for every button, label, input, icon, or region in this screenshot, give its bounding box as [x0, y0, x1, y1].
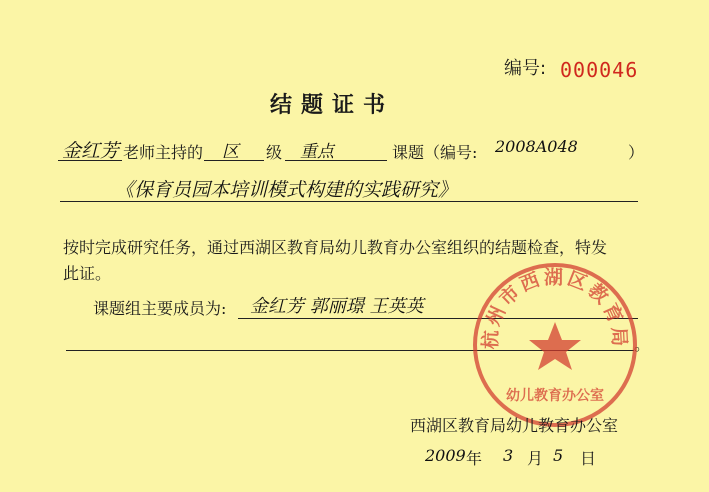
close-paren: ）	[628, 143, 645, 162]
category-value: 重点	[300, 142, 334, 162]
issuer: 西湖区教育局幼儿教育办公室	[410, 416, 619, 435]
seal-outer-text: 杭州市西湖区教育局	[479, 266, 631, 350]
date-month-label: 月	[527, 449, 544, 468]
serial-label: 编号:	[504, 58, 547, 79]
members-names: 金红芳 郭丽璟 王英英	[250, 296, 424, 317]
members-end-mark: 。	[634, 335, 651, 354]
date-month: 3	[503, 446, 514, 465]
date-day: 5	[553, 446, 564, 465]
statement-line-1: 按时完成研究任务，通过西湖区教育局幼儿教育办公室组织的结题检查，特发	[63, 238, 608, 257]
teacher-name: 金红芳	[62, 140, 120, 162]
members-label: 课题组主要成员为:	[93, 299, 227, 318]
official-seal	[470, 260, 640, 430]
topic-number: 2008A048	[495, 137, 578, 156]
level-underline	[204, 160, 264, 161]
certificate-title: 结题证书	[270, 93, 395, 118]
date-year: 2009	[425, 446, 466, 465]
statement-line-2: 此证。	[63, 264, 112, 283]
date-year-label: 年	[466, 449, 483, 468]
category-underline	[285, 160, 387, 161]
seal-inner-text: 幼儿教育办公室	[506, 388, 604, 404]
teacher-underline	[58, 160, 122, 161]
topic-number-label: 课题（编号:	[392, 143, 478, 162]
date-day-label: 日	[580, 449, 597, 468]
teacher-suffix: 老师主持的	[123, 143, 204, 162]
level-suffix: 级	[266, 143, 283, 162]
topic-title: 《保育员园本培训模式构建的实践研究》	[115, 179, 458, 201]
serial-number: 000046	[560, 58, 639, 82]
topic-title-underline	[60, 201, 638, 202]
level-value: 区	[222, 142, 239, 162]
star-icon	[529, 322, 581, 370]
